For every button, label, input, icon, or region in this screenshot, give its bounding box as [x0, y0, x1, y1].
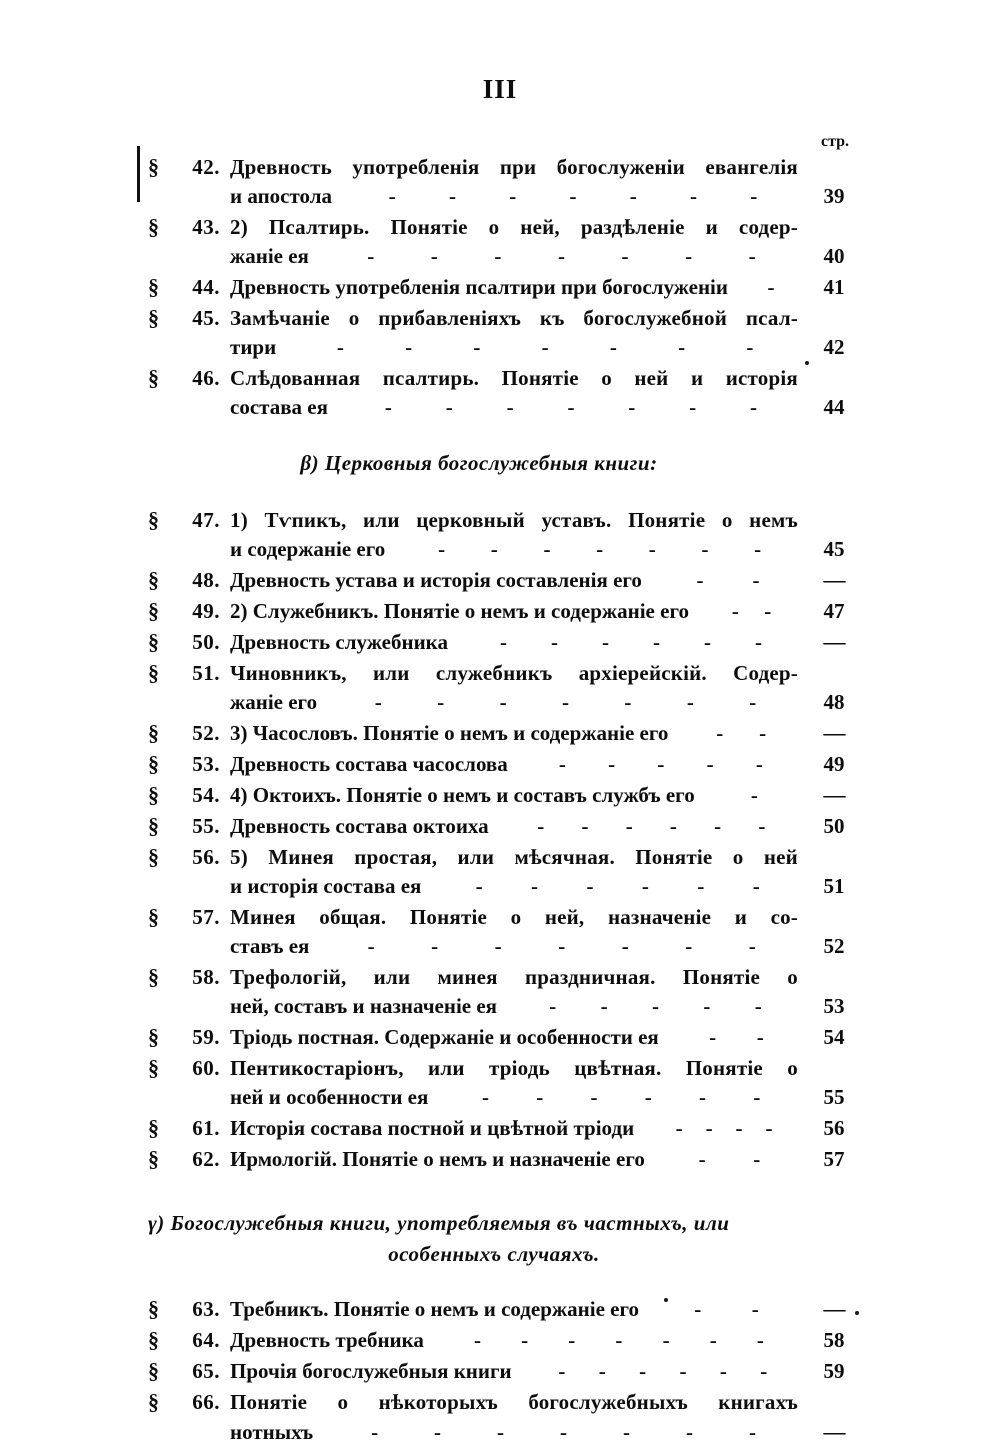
toc-entry[interactable]	[148, 303, 870, 362]
toc-entry-line	[148, 872, 870, 901]
toc-entry-title: Замѣчаніе о прибавленіяхъ къ богослужебной псал-	[230, 306, 798, 330]
toc-entry-title: Слѣдованная псалтирь. Понятіе о ней и исторія	[230, 366, 798, 390]
toc-entry-title	[230, 1326, 798, 1355]
section-sign: §	[148, 154, 159, 179]
toc-entry[interactable]	[148, 962, 870, 1021]
toc-entry[interactable]	[148, 842, 870, 901]
leader-dots: - -	[698, 1147, 761, 1171]
toc-entry[interactable]	[148, 1356, 870, 1386]
toc-entry-line	[148, 303, 870, 333]
toc-entry-line	[148, 333, 870, 362]
leader-dots: - - - - - -	[537, 814, 766, 838]
section-sign: §	[148, 1327, 159, 1352]
toc-entry[interactable]	[148, 1294, 870, 1324]
page-number: 55	[823, 1085, 845, 1109]
toc-entry-line	[148, 780, 870, 810]
toc-entry-title	[230, 1357, 798, 1386]
toc-entry-title-text: Древность состава часослова	[230, 752, 508, 776]
section-sign: §	[148, 1389, 159, 1414]
toc-entry-line	[148, 212, 870, 242]
section-sign: §	[148, 751, 159, 776]
section-sign: §	[148, 214, 159, 239]
toc-entry-line	[148, 152, 870, 182]
toc-entry-title: Понятіе о нѣкоторыхъ богослужебныхъ книгахъ	[230, 1390, 798, 1414]
toc-entry-title	[230, 750, 798, 779]
toc-entry-line	[148, 688, 870, 717]
leader-dots: - - - - - - -	[474, 1328, 764, 1352]
section-sign: §	[148, 598, 159, 623]
toc-entry-title-text: 3) Часословъ. Понятіе о немъ и содержаніе его	[230, 721, 669, 745]
table-of-contents	[148, 152, 870, 1448]
toc-entry-line	[148, 505, 870, 535]
toc-entry[interactable]	[148, 902, 870, 961]
toc-group-alpha-continued	[148, 152, 870, 422]
toc-entry-title-text: 4) Октоихъ. Понятіе о немъ и составъ службъ его	[230, 783, 695, 807]
toc-entry-line	[148, 1053, 870, 1083]
toc-entry-title-text: жаніе ея	[230, 244, 309, 268]
section-number: 57.	[192, 905, 220, 929]
leader-dots: - - - - - - -	[438, 537, 762, 561]
toc-entry-title-text: Исторія состава постной и цвѣтной тріоди	[230, 1116, 635, 1140]
toc-entry-title: Чиновникъ, или служебникъ архіерейскій. Содер-	[230, 661, 798, 685]
page-number: —	[823, 1296, 845, 1321]
toc-entry[interactable]	[148, 212, 870, 271]
section-sign: §	[148, 629, 159, 654]
toc-entry[interactable]	[148, 718, 870, 748]
toc-entry-title	[230, 1295, 798, 1324]
toc-entry-line	[148, 182, 870, 211]
section-sign: §	[148, 904, 159, 929]
toc-entry[interactable]	[148, 1113, 870, 1143]
toc-entry[interactable]	[148, 1387, 870, 1447]
toc-entry[interactable]	[148, 152, 870, 211]
toc-entry[interactable]	[148, 627, 870, 657]
toc-entry-line	[148, 718, 870, 748]
toc-entry-line	[148, 1325, 870, 1355]
section-sign: §	[148, 720, 159, 745]
toc-entry[interactable]	[148, 272, 870, 302]
toc-entry[interactable]	[148, 1325, 870, 1355]
leader-dots: - - - -	[675, 1116, 773, 1140]
page-number: 58	[823, 1328, 845, 1352]
toc-entry-title	[230, 872, 798, 901]
toc-entry-line	[148, 1294, 870, 1324]
toc-entry-title	[230, 566, 798, 595]
toc-entry-title-text: нотныхъ	[230, 1420, 314, 1444]
toc-entry-title-text: жаніе его	[230, 690, 318, 714]
section-number: 52.	[192, 721, 220, 745]
page-number: 40	[823, 244, 845, 268]
toc-entry-title	[230, 688, 798, 717]
toc-entry-line	[148, 842, 870, 872]
toc-entry-title-text: Ирмологій. Понятіе о немъ и назначеніе его	[230, 1147, 645, 1171]
section-number: 55.	[192, 814, 220, 838]
section-number: 51.	[192, 661, 220, 685]
toc-entry-line	[148, 658, 870, 688]
toc-entry[interactable]	[148, 596, 870, 626]
toc-entry-title-text: Древность служебника	[230, 630, 448, 654]
page-number: 59	[823, 1359, 845, 1383]
section-number: 65.	[192, 1359, 220, 1383]
toc-entry-title	[230, 182, 798, 211]
toc-entry-title	[230, 1114, 798, 1143]
toc-entry-title-text: и исторія состава ея	[230, 874, 422, 898]
page-number: 54	[823, 1025, 845, 1049]
toc-entry-line	[148, 962, 870, 992]
leader-dots: - - - - - - -	[384, 395, 757, 419]
section-number: 49.	[192, 599, 220, 623]
toc-entry-title-text: и содержаніе его	[230, 537, 386, 561]
leader-dots: - -	[696, 568, 760, 592]
subsection-heading-beta: β) Церковныя богослужебныя книги:	[300, 451, 658, 475]
toc-entry-line	[148, 627, 870, 657]
toc-entry-title-text: и апостола	[230, 184, 333, 208]
leader-dots: - -	[731, 599, 772, 623]
toc-entry-title: Трефологій, или минея праздничная. Понятіе о	[230, 965, 798, 989]
page-number: —	[823, 782, 845, 807]
toc-entry-line	[148, 565, 870, 595]
toc-entry-title	[230, 932, 798, 961]
page-number: 53	[823, 994, 845, 1018]
page-number: 52	[823, 934, 845, 958]
toc-entry-title-text: Древность требника	[230, 1328, 424, 1352]
leader-dots: -	[767, 275, 775, 299]
page-number: —	[823, 567, 845, 592]
page-number: 49	[823, 752, 845, 776]
toc-entry-title	[230, 628, 798, 657]
section-sign: §	[148, 844, 159, 869]
toc-entry-line	[148, 272, 870, 302]
leader-dots: - - - - - -	[558, 1359, 768, 1383]
leader-dots: - - - - -	[558, 752, 763, 776]
leader-dots: -	[750, 783, 758, 807]
section-sign: §	[148, 964, 159, 989]
section-sign: §	[148, 1296, 159, 1321]
section-number: 53.	[192, 752, 220, 776]
toc-entry-line	[148, 1083, 870, 1112]
section-number: 50.	[192, 630, 220, 654]
scan-artifact-edge-mark	[137, 146, 140, 202]
section-sign: §	[148, 305, 159, 330]
page-number: 50	[823, 814, 845, 838]
page-number: 44	[823, 395, 845, 419]
toc-entry-title-text: тири	[230, 335, 277, 359]
section-sign: §	[148, 1115, 159, 1140]
toc-entry[interactable]	[148, 363, 870, 422]
toc-entry[interactable]	[148, 780, 870, 810]
section-sign: §	[148, 813, 159, 838]
section-number: 42.	[192, 155, 220, 179]
toc-entry-line	[148, 535, 870, 564]
toc-entry-line	[148, 811, 870, 841]
toc-entry[interactable]	[148, 658, 870, 717]
page-number: —	[823, 1419, 845, 1444]
page-number: —	[823, 629, 845, 654]
toc-entry-line	[148, 1113, 870, 1143]
toc-entry[interactable]	[148, 1053, 870, 1112]
section-sign: §	[148, 1024, 159, 1049]
toc-entry-title: 2) Псалтирь. Понятіе о ней, раздѣленіе и содер-	[230, 215, 798, 239]
section-number: 43.	[192, 215, 220, 239]
toc-entry-title-text: ней и особенности ея	[230, 1085, 429, 1109]
toc-entry-title-text: Тріодь постная. Содержаніе и особенности ея	[230, 1025, 659, 1049]
section-number: 63.	[192, 1297, 220, 1321]
leader-dots: - - - - - -	[481, 1085, 761, 1109]
toc-entry-title-text: Прочія богослужебныя книги	[230, 1359, 512, 1383]
toc-entry[interactable]	[148, 749, 870, 779]
toc-entry-line	[148, 1144, 870, 1174]
section-number: 64.	[192, 1328, 220, 1352]
section-number: 46.	[192, 366, 220, 390]
toc-entry-title-text: ставъ ея	[230, 934, 310, 958]
toc-entry-title	[230, 1418, 798, 1447]
toc-entry-line	[148, 749, 870, 779]
toc-entry-title	[230, 1083, 798, 1112]
toc-entry-line	[148, 932, 870, 961]
toc-group-gamma	[148, 1294, 870, 1447]
toc-entry-line	[148, 393, 870, 422]
leader-dots: - - - - - - -	[367, 934, 756, 958]
section-number: 45.	[192, 306, 220, 330]
section-sign: §	[148, 507, 159, 532]
toc-entry-line	[148, 1022, 870, 1052]
toc-entry-title	[230, 535, 798, 564]
toc-entry-title	[230, 393, 798, 422]
leader-dots: - - - - - -	[499, 630, 762, 654]
leader-dots: - -	[694, 1297, 759, 1321]
toc-entry-title	[230, 333, 798, 362]
toc-entry-title-text: состава ея	[230, 395, 328, 419]
subsection-heading-gamma-line2: особенныхъ случаяхъ.	[388, 1242, 600, 1266]
toc-entry-line	[148, 1356, 870, 1386]
toc-entry-title: 5) Минея простая, или мѣсячная. Понятіе о ней	[230, 845, 798, 869]
page-number: 41	[823, 275, 845, 299]
page-number: —	[823, 720, 845, 745]
toc-entry-title: Минея общая. Понятіе о ней, назначеніе и со-	[230, 905, 798, 929]
subsection-heading-gamma-line1: γ) Богослужебныя книги, употребляемыя въ частныхъ, или	[148, 1211, 730, 1235]
page-number: 51	[823, 874, 845, 898]
toc-entry-title: Пентикостаріонъ, или тріодь цвѣтная. Понятіе о	[230, 1056, 798, 1080]
toc-entry-line	[148, 902, 870, 932]
section-sign: §	[148, 567, 159, 592]
leader-dots: - - - - - -	[475, 874, 760, 898]
toc-entry-title-text: Древность устава и исторія составленія его	[230, 568, 642, 592]
page-column-header: стр.	[820, 133, 850, 150]
toc-entry-line	[148, 1387, 870, 1417]
toc-entry-title	[230, 812, 798, 841]
page-number: 45	[823, 537, 845, 561]
section-sign: §	[148, 1146, 159, 1171]
section-sign: §	[148, 782, 159, 807]
toc-entry-title	[230, 273, 798, 302]
toc-entry-title	[230, 1023, 798, 1052]
leader-dots: - -	[709, 1025, 764, 1049]
leader-dots: - - - - -	[549, 994, 762, 1018]
toc-entry-title-text: 2) Служебникъ. Понятіе о немъ и содержаніе его	[230, 599, 689, 623]
page-number: 47	[823, 599, 845, 623]
section-number: 47.	[192, 508, 220, 532]
section-number: 56.	[192, 845, 220, 869]
page-number: 57	[823, 1147, 845, 1171]
page-number: 48	[823, 690, 845, 714]
section-number: 48.	[192, 568, 220, 592]
subsection-heading-gamma	[148, 1208, 870, 1270]
section-number: 61.	[192, 1116, 220, 1140]
toc-entry-title: 1) Тѵпикъ, или церковный уставъ. Понятіе о немъ	[230, 508, 798, 532]
section-sign: §	[148, 1358, 159, 1383]
toc-entry-line	[148, 992, 870, 1021]
toc-entry-title-text: Древность употребленія псалтири при богослуженіи	[230, 275, 728, 299]
toc-entry-title	[230, 1145, 798, 1174]
page-number: 56	[823, 1116, 845, 1140]
toc-entry-line	[148, 242, 870, 271]
toc-entry-line	[148, 596, 870, 626]
toc-entry[interactable]	[148, 565, 870, 595]
leader-dots: - - - - - - -	[336, 335, 754, 359]
toc-entry-title-text: Требникъ. Понятіе о немъ и содержаніе его	[230, 1297, 639, 1321]
toc-entry-title	[230, 719, 798, 748]
leader-dots: - - - - - - -	[388, 184, 758, 208]
toc-entry-line	[148, 363, 870, 393]
toc-entry[interactable]	[148, 1144, 870, 1174]
section-sign: §	[148, 660, 159, 685]
page-number: 39	[823, 184, 845, 208]
toc-entry-title-text: Древность состава октоиха	[230, 814, 489, 838]
section-number: 44.	[192, 275, 220, 299]
leader-dots: - - - - - - -	[367, 244, 756, 268]
section-number: 62.	[192, 1147, 220, 1171]
page-number: 42	[823, 335, 845, 359]
section-number: 54.	[192, 783, 220, 807]
toc-group-beta	[148, 505, 870, 1174]
section-number: 58.	[192, 965, 220, 989]
leader-dots: - -	[716, 721, 767, 745]
leader-dots: - - - - - - -	[371, 1420, 756, 1444]
toc-entry-title	[230, 781, 798, 810]
section-sign: §	[148, 274, 159, 299]
toc-entry[interactable]	[148, 811, 870, 841]
section-number: 60.	[192, 1056, 220, 1080]
section-sign: §	[148, 1055, 159, 1080]
toc-entry-title-text: ней, составъ и назначеніе ея	[230, 994, 498, 1018]
page-folio-number: III	[482, 74, 518, 104]
toc-entry-title	[230, 992, 798, 1021]
toc-entry[interactable]	[148, 1022, 870, 1052]
toc-entry-line	[148, 1417, 870, 1447]
leader-dots: - - - - - - -	[374, 690, 757, 714]
toc-entry[interactable]	[148, 505, 870, 564]
section-number: 59.	[192, 1025, 220, 1049]
toc-entry-title: Древность употребленія при богослуженіи евангелія	[230, 155, 798, 179]
section-number: 66.	[192, 1390, 220, 1414]
toc-entry-title	[230, 597, 798, 626]
toc-entry-title	[230, 242, 798, 271]
section-sign: §	[148, 365, 159, 390]
